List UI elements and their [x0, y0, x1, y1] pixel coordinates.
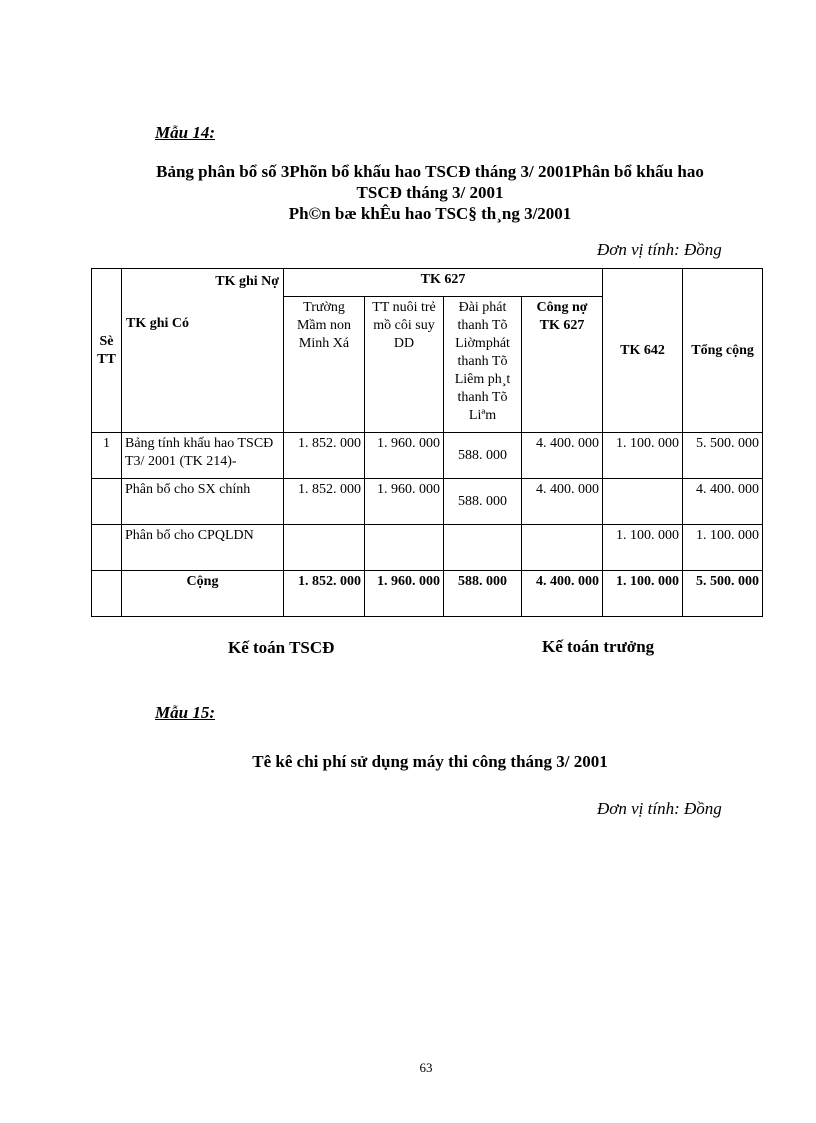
header-mam-non: Trường Mầm non Minh Xá — [284, 297, 365, 433]
cell-tk642: 1. 100. 000 — [603, 433, 683, 479]
cell-cong-no: 4. 400. 000 — [522, 433, 603, 479]
unit-label: Đơn vị tính: Đồng — [597, 240, 722, 259]
cell-cong-no — [522, 525, 603, 571]
unit-label-2: Đơn vị tính: Đồng — [597, 799, 722, 818]
document-title — [100, 161, 760, 224]
cell-tt-nuoi — [365, 525, 444, 571]
cell-tk642: 1. 100. 000 — [603, 525, 683, 571]
cell-mam-non: 1. 852. 000 — [284, 571, 365, 617]
cell-cong-no: 4. 400. 000 — [522, 479, 603, 525]
table-header-row — [92, 269, 763, 297]
header-tk627: TK 627 — [284, 269, 603, 297]
cell-label: Phân bổ cho CPQLDN — [122, 525, 284, 571]
header-account-cell — [122, 269, 284, 433]
cell-dai-phat: 588. 000 — [444, 571, 522, 617]
header-stt: Sè TT — [92, 269, 122, 433]
cell-tt-nuoi: 1. 960. 000 — [365, 433, 444, 479]
cell-total-label: Cộng — [122, 571, 284, 617]
cell-stt — [92, 571, 122, 617]
cell-dai-phat: 588. 000 — [444, 433, 522, 479]
header-tk-ghi-no: TK ghi Nợ — [215, 274, 279, 289]
title-line-3: Ph©n bæ khÊu hao TSC§ th¸ng 3/2001 — [288, 204, 572, 223]
cell-stt: 1 — [92, 433, 122, 479]
cell-mam-non: 1. 852. 000 — [284, 433, 365, 479]
header-dai-phat-thanh: Đài phát thanh Tõ Liờmphát thanh Tõ Liêm ph¸t thanh Tõ Liªm — [444, 297, 522, 433]
cell-stt — [92, 525, 122, 571]
cell-tk642: 1. 100. 000 — [603, 571, 683, 617]
section-title-mau15: Tê kê chi phí sử dụng máy thi công tháng 3/ 2001 — [252, 752, 608, 771]
section-label-mau15: Mẫu 15: — [155, 703, 215, 722]
title-line-2: TSCĐ tháng 3/ 2001 — [356, 183, 504, 202]
table-row — [92, 525, 763, 571]
section-label-mau14: Mẫu 14: — [155, 123, 215, 142]
cell-tong: 4. 400. 000 — [683, 479, 763, 525]
cell-mam-non — [284, 525, 365, 571]
cell-tt-nuoi: 1. 960. 000 — [365, 571, 444, 617]
table-total-row — [92, 571, 763, 617]
signature-right: Kế toán trưởng — [542, 637, 655, 656]
cell-tong: 5. 500. 000 — [683, 571, 763, 617]
cell-tk642 — [603, 479, 683, 525]
page-number: 63 — [419, 1060, 433, 1075]
cell-stt — [92, 479, 122, 525]
table-row — [92, 479, 763, 525]
header-tk642: TK 642 — [603, 269, 683, 433]
cell-tt-nuoi: 1. 960. 000 — [365, 479, 444, 525]
header-tong-cong: Tổng cộng — [683, 269, 763, 433]
header-tt-nuoi: TT nuôi trẻ mồ côi suy DD — [365, 297, 444, 433]
cell-mam-non: 1. 852. 000 — [284, 479, 365, 525]
depreciation-table — [91, 268, 763, 617]
cell-cong-no: 4. 400. 000 — [522, 571, 603, 617]
cell-label: Phân bổ cho SX chính — [122, 479, 284, 525]
cell-tong: 1. 100. 000 — [683, 525, 763, 571]
header-cong-no: Công nợ TK 627 — [522, 297, 603, 433]
signature-left: Kế toán TSCĐ — [228, 638, 335, 657]
header-tk-ghi-co: TK ghi Có — [126, 316, 190, 331]
cell-label: Bảng tính khấu hao TSCĐ T3/ 2001 (TK 214)- — [122, 433, 284, 479]
cell-tong: 5. 500. 000 — [683, 433, 763, 479]
title-line-1: Bảng phân bổ số 3Phõn bổ khấu hao TSCĐ tháng 3/ 2001Phân bổ khấu hao — [156, 162, 704, 181]
table-row — [92, 433, 763, 479]
cell-dai-phat: 588. 000 — [444, 479, 522, 525]
cell-dai-phat — [444, 525, 522, 571]
